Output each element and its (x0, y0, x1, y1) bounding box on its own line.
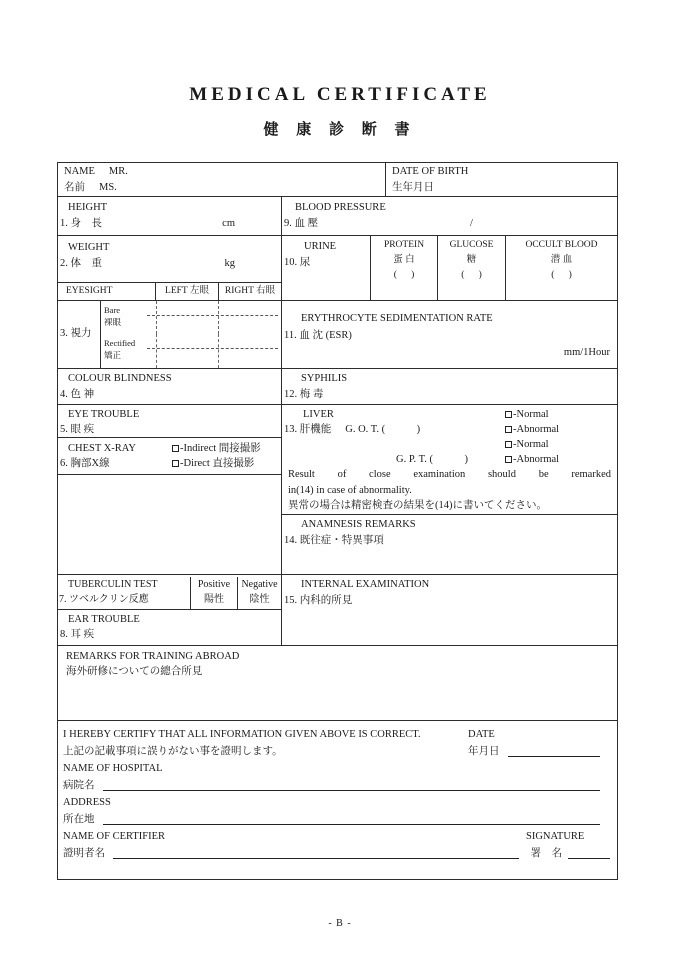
syphilis-label-jp: 12. 梅 毒 (284, 388, 324, 400)
bare-label (101, 301, 157, 334)
eyesight-rectified-row (101, 334, 281, 367)
glucose-label-en: GLUCOSE (449, 239, 494, 250)
name-label-jp: 名前 (64, 182, 85, 193)
blood-pressure-label-jp: 9. 血 壓 (284, 218, 319, 229)
colour-blindness-row (58, 369, 281, 405)
direct-label: -Direct 直接撮影 (180, 458, 255, 470)
gpt-value-field[interactable]: G. P. T. ( ) (396, 454, 468, 466)
liver-got-normal-option (505, 407, 609, 422)
bare-label-en: Bare (104, 304, 121, 315)
name-mr-label: MR. (108, 166, 128, 177)
name-ms-label: MS. (99, 182, 117, 193)
urine-subtable (370, 236, 617, 300)
urine-glucose-cell (438, 236, 506, 300)
colour-blindness-label-jp: 4. 色 神 (60, 388, 95, 400)
liver-row (282, 405, 617, 516)
eyesight-right-bare-field[interactable] (219, 301, 281, 334)
date-label-en: DATE (468, 729, 495, 740)
height-label-en: HEIGHT (68, 202, 108, 213)
rectified-label-en: Rectified (104, 338, 136, 349)
height-row (58, 197, 281, 236)
liver-line4 (282, 452, 617, 467)
name-dob-row (58, 163, 617, 197)
left-spacer-cell (58, 475, 281, 575)
address-label-en: ADDRESS (63, 797, 111, 808)
hospital-line-en (63, 760, 612, 777)
urine-label-en: URINE (304, 240, 337, 252)
rectified-label-jp: 矯正 (104, 350, 122, 361)
ear-trouble-row (58, 610, 281, 645)
address-line-jp (63, 811, 612, 828)
internal-examination-row (282, 575, 617, 645)
liver-note-en-1: Result of close examination should be remarked (288, 469, 611, 481)
liver-label-jp: 13. 肝機能 (284, 423, 332, 435)
remarks-abroad-label-en: REMARKS FOR TRAINING ABROAD (66, 651, 240, 662)
blood-pressure-line-jp (282, 216, 617, 232)
chest-xray-line1 (58, 441, 281, 456)
occult-blood-label-jp: 潜 血 (550, 254, 573, 265)
eyesight-label-jp: 3. 視力 (58, 301, 101, 368)
page-number: - B - (328, 918, 352, 929)
certifier-label-en: NAME OF CERTIFIER (63, 831, 166, 842)
protein-result-field[interactable]: ( ) (393, 269, 415, 280)
liver-got-abnormal-option (505, 422, 609, 437)
certify-line-jp (63, 743, 612, 760)
chest-xray-label-jp: 6. 胸部X線 (60, 458, 110, 470)
tuberculin-row (58, 575, 281, 610)
weight-unit: kg (224, 257, 235, 269)
bare-fill-line (147, 315, 278, 316)
indirect-label: -Indirect 間接撮影 (180, 443, 261, 455)
name-cell (58, 163, 386, 196)
eyesight-row (58, 283, 281, 369)
urine-row (282, 236, 617, 301)
internal-exam-label-jp: 15. 内科的所見 (284, 595, 353, 607)
weight-label-en: WEIGHT (68, 241, 110, 253)
form-body (58, 197, 617, 646)
anamnesis-row (282, 515, 617, 575)
left-column (58, 197, 282, 645)
esr-label-jp: 11. 血 沈 (ESR) (284, 329, 352, 341)
gpt-normal-label: -Normal (513, 438, 549, 450)
liver-line1 (282, 407, 617, 422)
liver-gpt-abnormal-option (505, 452, 609, 467)
certifier-label-jp: 證明者名 (63, 848, 105, 859)
got-normal-label: -Normal (513, 408, 549, 420)
certification-section (58, 721, 617, 881)
liver-gpt-normal-option (505, 437, 609, 452)
internal-exam-label-en: INTERNAL EXAMINATION (301, 579, 430, 591)
esr-label-en: ERYTHROCYTE SEDIMENTATION RATE (301, 312, 493, 324)
esr-unit: mm/1Hour (563, 346, 610, 358)
signature-label-jp: 署 名 (530, 848, 562, 859)
liver-line2 (282, 422, 617, 437)
certify-statement-en: I HEREBY CERTIFY THAT ALL INFORMATION GIVEN ABOVE IS CORRECT. (63, 729, 421, 740)
dob-label-en: DATE OF BIRTH (392, 166, 469, 177)
address-field[interactable] (103, 811, 601, 825)
chest-xray-line2 (58, 456, 281, 471)
tuberculin-label-cell (58, 577, 191, 609)
colour-blindness-label-en: COLOUR BLINDNESS (68, 372, 172, 384)
form-title: MEDICAL CERTIFICATE (189, 84, 491, 105)
eyesight-grid (101, 301, 281, 368)
eyesight-bare-row (101, 301, 281, 334)
indirect-checkbox-icon[interactable] (172, 445, 179, 452)
anamnesis-label-jp: 14. 既往症・特異事項 (284, 535, 384, 547)
hospital-label-en: NAME OF HOSPITAL (63, 763, 163, 774)
height-unit: cm (222, 218, 235, 229)
dob-cell (386, 163, 617, 196)
eyesight-left-header: LEFT 左眼 (156, 283, 219, 300)
certifier-line-en (63, 828, 612, 845)
got-abnormal-checkbox-icon[interactable] (505, 426, 512, 433)
height-line-jp (58, 216, 281, 232)
direct-checkbox-icon[interactable] (172, 460, 179, 467)
liver-note-jp: 異常の場合は精密検査の結果を(14)に書いてください。 (288, 499, 547, 511)
chest-xray-indirect-option (172, 441, 261, 456)
bare-label-jp: 裸眼 (104, 316, 122, 327)
date-label-jp: 年月日 (468, 746, 500, 757)
blood-pressure-slash: / (470, 218, 473, 229)
medical-certificate-form (57, 162, 618, 880)
eyesight-label-en: EYESIGHT (58, 283, 156, 300)
urine-occult-blood-cell (506, 236, 617, 300)
eye-trouble-label-jp: 5. 眼 疾 (60, 423, 95, 435)
liver-note-en-2: in(14) in case of abnormality. (288, 484, 412, 496)
height-label-jp: 1. 身 長 (60, 218, 102, 229)
tuberculin-label-en: TUBERCULIN TEST (68, 579, 158, 591)
address-line-en (63, 794, 612, 811)
chest-xray-row (58, 438, 281, 475)
protein-label-jp: 蛋 白 (393, 254, 415, 265)
glucose-result-field[interactable]: ( ) (461, 269, 482, 280)
eyesight-right-header: RIGHT 右眼 (224, 285, 276, 296)
weight-label-jp: 2. 体 重 (60, 257, 102, 269)
certifier-line-jp (63, 845, 612, 862)
urine-label-cell (282, 236, 370, 300)
chest-xray-label-en: CHEST X-RAY (68, 443, 136, 455)
negative-label-jp: 陰性 (249, 594, 270, 606)
syphilis-label-en: SYPHILIS (301, 372, 348, 384)
weight-row (58, 236, 281, 283)
address-label-jp: 所在地 (63, 814, 95, 825)
ear-trouble-label-jp: 8. 耳 疾 (60, 629, 95, 641)
blood-pressure-label-en: BLOOD PRESSURE (295, 202, 386, 213)
esr-row (282, 301, 617, 369)
dob-label-jp: 生年月日 (392, 182, 434, 193)
certify-statement-jp: 上記の記載事項に誤りがない事を證明します。 (63, 746, 283, 757)
eyesight-left-bare-field[interactable] (157, 301, 219, 334)
tuberculin-negative-cell (238, 577, 281, 609)
gpt-abnormal-label: -Abnormal (513, 454, 560, 466)
chest-xray-direct-option (172, 456, 254, 471)
eyesight-body (58, 301, 281, 368)
syphilis-row (282, 369, 617, 405)
protein-label-en: PROTEIN (383, 239, 425, 250)
eyesight-header (58, 283, 281, 301)
positive-label-jp: 陽性 (204, 594, 224, 606)
negative-label-en: Negative (241, 579, 278, 591)
name-label-en: NAME (64, 166, 95, 177)
glucose-label-jp: 糖 (466, 254, 477, 265)
liver-line3 (282, 437, 617, 452)
signature-field[interactable] (568, 845, 610, 859)
got-value-field[interactable]: G. O. T. ( ) (345, 423, 421, 435)
blood-pressure-row (282, 197, 617, 236)
eye-trouble-label-en: EYE TROUBLE (68, 408, 140, 420)
hospital-line-jp (63, 777, 612, 794)
liver-label-en: LIVER (303, 408, 334, 420)
urine-label-jp: 10. 尿 (284, 256, 311, 268)
gpt-abnormal-checkbox-icon[interactable] (505, 456, 512, 463)
occult-blood-result-field[interactable]: ( ) (551, 269, 572, 280)
eyesight-left-rectified-field[interactable] (157, 334, 219, 367)
remarks-abroad-label-jp: 海外研修についての總合所見 (66, 666, 203, 677)
got-abnormal-label: -Abnormal (513, 423, 560, 435)
tuberculin-positive-cell (191, 577, 238, 609)
eye-trouble-row (58, 405, 281, 439)
hospital-name-field[interactable] (103, 777, 601, 791)
right-column (282, 197, 617, 645)
urine-protein-cell (371, 236, 438, 300)
tuberculin-label-jp: 7. ツベルクリン反應 (59, 594, 149, 606)
got-normal-checkbox-icon[interactable] (505, 411, 512, 418)
signature-label-en: SIGNATURE (526, 831, 585, 842)
hospital-label-jp: 病院名 (63, 780, 95, 791)
occult-blood-label-en: OCCULT BLOOD (525, 239, 598, 250)
name-line-en (62, 164, 381, 180)
liver-got-line (284, 422, 420, 437)
eyesight-right-rectified-field[interactable] (219, 334, 281, 367)
anamnesis-label-en: ANAMNESIS REMARKS (301, 519, 416, 531)
name-line-jp (62, 180, 381, 196)
remarks-abroad-row (58, 646, 617, 721)
gpt-normal-checkbox-icon[interactable] (505, 441, 512, 448)
weight-line-jp (58, 256, 281, 272)
date-field[interactable] (508, 743, 601, 757)
rectified-fill-line (147, 348, 278, 349)
rectified-label (101, 334, 157, 367)
form-subtitle-jp: 健 康 診 断 書 (263, 122, 417, 138)
certify-line-en (63, 726, 612, 743)
positive-label-en: Positive (197, 579, 231, 591)
certifier-name-field[interactable] (113, 845, 519, 859)
ear-trouble-label-en: EAR TROUBLE (68, 614, 140, 626)
